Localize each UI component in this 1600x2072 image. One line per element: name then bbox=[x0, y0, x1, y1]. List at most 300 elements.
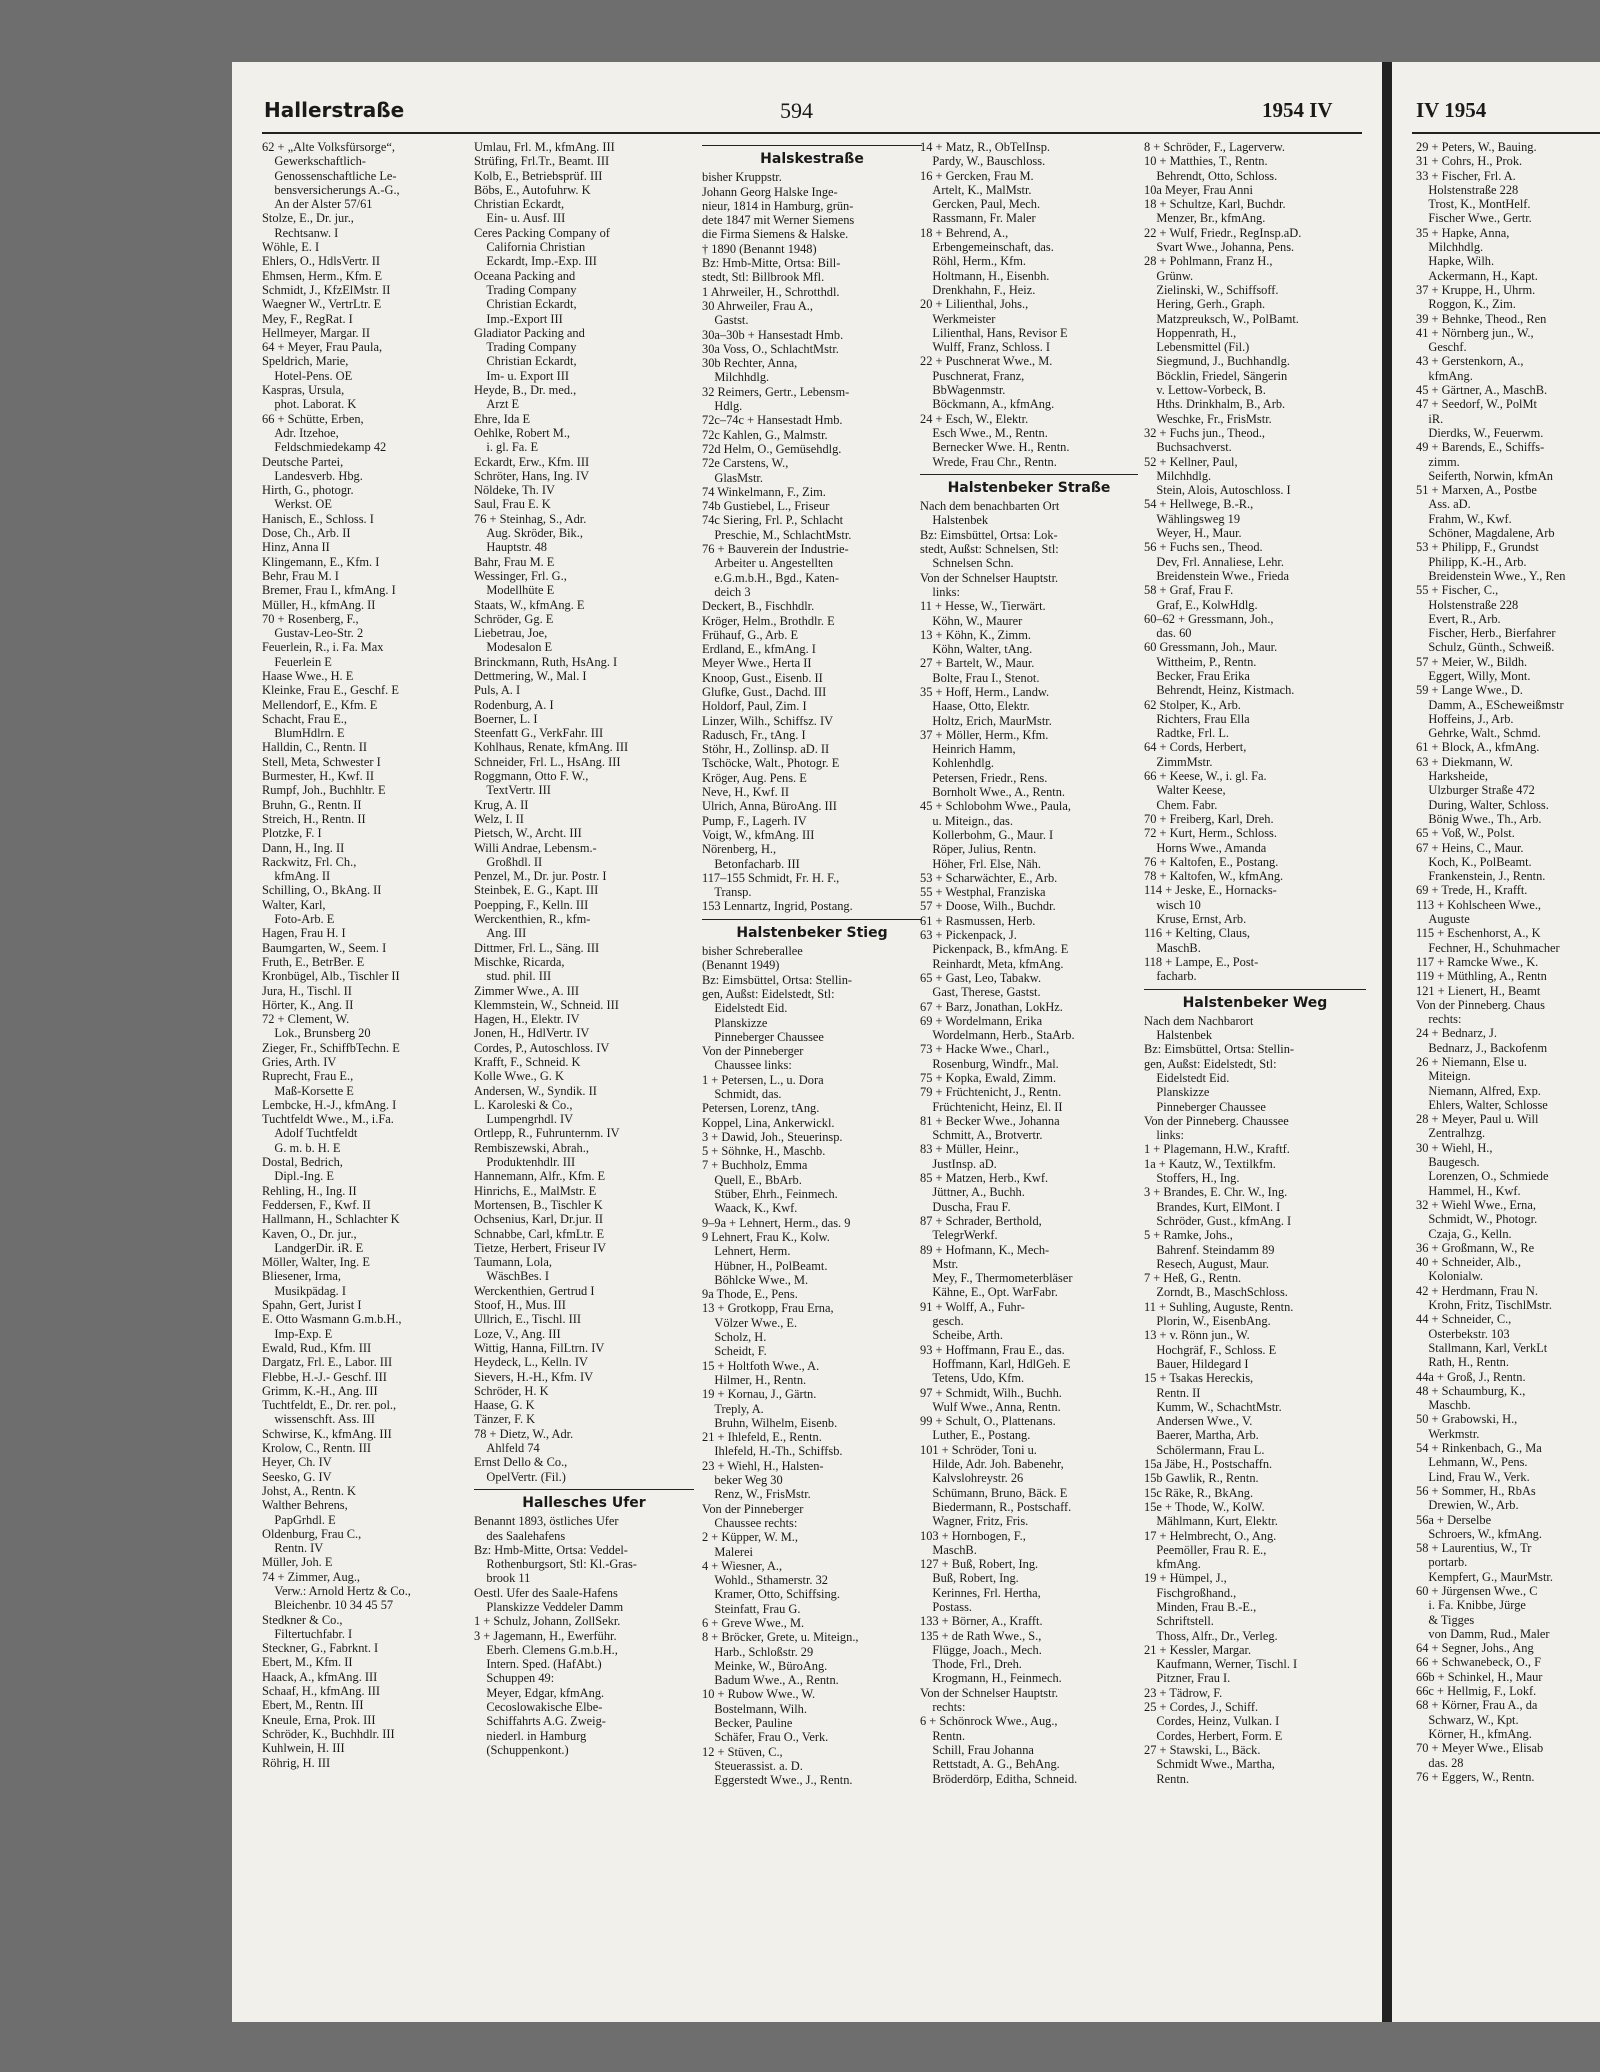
directory-entry: facharb. bbox=[1144, 969, 1197, 984]
directory-entry: Adolf Tuchtfeldt bbox=[262, 1126, 358, 1141]
directory-entry: GlasMstr. bbox=[702, 470, 763, 485]
directory-entry: gen, Außst: Eidelstedt, Stl: bbox=[1144, 1056, 1277, 1071]
directory-entry: Ehre, Ida E bbox=[474, 411, 531, 426]
directory-entry: Baerer, Martha, Arb. bbox=[1144, 1428, 1259, 1443]
directory-entry: Scheidt, F. bbox=[702, 1344, 767, 1359]
directory-entry: Ahlfeld 74 bbox=[474, 1441, 540, 1456]
directory-entry: 14 + Matz, R., ObTelInsp. bbox=[920, 140, 1051, 154]
directory-entry: 16 + Gercken, Frau M. bbox=[920, 168, 1034, 183]
directory-entry: 78 + Kaltofen, W., kfmAng. bbox=[1144, 869, 1284, 884]
street-heading: Hallesches Ufer bbox=[522, 1494, 646, 1511]
directory-entry: Peemöller, Frau R. E., bbox=[1144, 1542, 1267, 1557]
directory-entry: kfmAng. bbox=[1416, 368, 1473, 383]
directory-entry: dete 1847 mit Werner Siemens bbox=[702, 213, 855, 228]
directory-entry: Hapke, Wilh. bbox=[1416, 254, 1495, 269]
directory-entry: Hagen, Frau H. I bbox=[262, 926, 346, 941]
directory-entry: Esch Wwe., M., Rentn. bbox=[920, 425, 1048, 440]
directory-entry: Kaspras, Ursula, bbox=[262, 383, 345, 398]
directory-entry: Ruprecht, Frau E., bbox=[262, 1069, 354, 1084]
directory-entry: Feuerlein, R., i. Fa. Max bbox=[262, 640, 384, 655]
directory-entry: Umlau, Frl. M., kfmAng. III bbox=[474, 140, 615, 154]
directory-entry: Krug, A. II bbox=[474, 797, 529, 812]
directory-entry: Drenkhahn, F., Heiz. bbox=[920, 282, 1036, 297]
directory-entry: Radusch, Fr., tAng. I bbox=[702, 727, 806, 742]
directory-entry: 116 + Kelting, Claus, bbox=[1144, 926, 1250, 941]
directory-entry: Bz: Eimsbüttel, Ortsa: Stellin- bbox=[702, 972, 853, 987]
directory-entry: Kleinke, Frau E., Geschf. E bbox=[262, 683, 399, 698]
directory-entry: Oestl. Ufer des Saale-Hafens bbox=[474, 1585, 618, 1600]
directory-entry: Bz: Eimsbüttel, Ortsa: Lok- bbox=[920, 527, 1058, 542]
directory-entry: Arzt E bbox=[474, 397, 520, 412]
directory-entry: Lilienthal, Hans, Revisor E bbox=[920, 325, 1068, 340]
directory-entry: 115 + Eschenhorst, A., K bbox=[1416, 926, 1541, 941]
directory-entry: 35 + Hoff, Herm., Landw. bbox=[920, 684, 1050, 699]
directory-entry: Voigt, W., kfmAng. III bbox=[702, 827, 815, 842]
directory-entry: Kähne, E., Opt. WarFabr. bbox=[920, 1285, 1058, 1300]
directory-entry: Bernecker Wwe. H., Rentn. bbox=[920, 440, 1070, 455]
directory-entry: 47 + Seedorf, W., PolMt bbox=[1416, 397, 1537, 412]
directory-entry: Kolb, E., Betriebsprüf. III bbox=[474, 168, 603, 183]
directory-entry: Staats, W., kfmAng. E bbox=[474, 597, 585, 612]
directory-entry: i. Fa. Knibbe, Jürge bbox=[1416, 1598, 1526, 1613]
directory-entry: Walter Keese, bbox=[1144, 783, 1226, 798]
directory-entry: Böcklin, Friedel, Sängerin bbox=[1144, 368, 1288, 383]
directory-entry: Früchtenicht, Heinz, El. II bbox=[920, 1099, 1063, 1114]
directory-entry: Seesko, G. IV bbox=[262, 1469, 332, 1484]
directory-entry: Flügge, Joach., Mech. bbox=[920, 1642, 1042, 1657]
directory-entry: Mählmann, Kurt, Elektr. bbox=[1144, 1514, 1278, 1529]
directory-entry: Scheibe, Arth. bbox=[920, 1328, 1003, 1343]
directory-entry: Chem. Fabr. bbox=[1144, 797, 1218, 812]
directory-entry: Schaaf, H., kfmAng. III bbox=[262, 1684, 381, 1699]
directory-entry: Maschb. bbox=[1416, 1398, 1471, 1413]
directory-entry: Horns Wwe., Amanda bbox=[1144, 840, 1267, 855]
directory-entry: Wittheim, P., Rentn. bbox=[1144, 654, 1257, 669]
directory-entry: Pinneberger Chaussee bbox=[1144, 1099, 1266, 1114]
directory-entry: Holdorf, Paul, Zim. I bbox=[702, 699, 807, 714]
directory-entry: Lorenzen, O., Schmiede bbox=[1416, 1169, 1549, 1184]
directory-entry: Buchsachverst. bbox=[1144, 440, 1232, 455]
directory-entry: 4 + Wiesner, A., bbox=[702, 1558, 783, 1573]
directory-entry: 74 + Zimmer, Aug., bbox=[262, 1569, 361, 1584]
directory-entry: Becker, Frau Erika bbox=[1144, 668, 1250, 683]
directory-entry: von Damm, Rud., Maler bbox=[1416, 1626, 1550, 1641]
directory-entry: Krafft, F., Schneid. K bbox=[474, 1055, 581, 1069]
directory-entry: Holtmann, H., Eisenbh. bbox=[920, 268, 1050, 283]
directory-entry: Krogmann, H., Feinmech. bbox=[920, 1671, 1062, 1686]
directory-entry: 59 + Lange Wwe., D. bbox=[1416, 683, 1523, 698]
directory-entry: Werckenthien, Gertrud I bbox=[474, 1283, 595, 1298]
directory-entry: 28 + Pohlmann, Franz H., bbox=[1144, 254, 1273, 269]
directory-entry: 24 + Esch, W., Elektr. bbox=[920, 411, 1029, 426]
directory-entry: Planskizze bbox=[702, 1015, 768, 1030]
directory-entry: Wählingsweg 19 bbox=[1144, 511, 1241, 526]
directory-entry: 54 + Hellwege, B.-R., bbox=[1144, 497, 1254, 512]
directory-entry: Rehling, H., Ing. II bbox=[262, 1183, 357, 1198]
directory-entry: 23 + Wiehl, H., Halsten- bbox=[702, 1458, 824, 1473]
directory-entry: Pardy, W., Bauschloss. bbox=[920, 154, 1046, 169]
directory-entry: Waack, K., Kwf. bbox=[702, 1201, 798, 1216]
directory-entry: Miteign. bbox=[1416, 1069, 1471, 1084]
directory-entry: 65 + Gast, Leo, Tabakw. bbox=[920, 970, 1042, 985]
directory-entry: Grimm, K.-H., Ang. III bbox=[262, 1383, 378, 1398]
directory-entry: Roggon, K., Zim. bbox=[1416, 297, 1516, 312]
directory-entry: 43 + Gerstenkorn, A., bbox=[1416, 354, 1524, 369]
directory-entry: Trading Company bbox=[474, 340, 577, 355]
directory-entry: das. 60 bbox=[1144, 626, 1192, 641]
directory-entry: Gehrke, Walt., Schmd. bbox=[1416, 726, 1541, 741]
directory-entry: Rosenburg, Windfr., Mal. bbox=[920, 1056, 1059, 1071]
directory-entry: Von der Pinneberger bbox=[702, 1044, 804, 1059]
directory-entry: Eidelstedt Eid. bbox=[1144, 1071, 1230, 1085]
directory-entry: Deutsche Partei, bbox=[262, 454, 344, 469]
directory-entry: Duscha, Frau F. bbox=[920, 1199, 1011, 1214]
directory-entry: Kröger, Helm., Brothdlr. E bbox=[702, 613, 835, 628]
directory-entry: Christian Eckardt, bbox=[474, 197, 565, 212]
directory-entry: Feldschmiedekamp 42 bbox=[262, 440, 387, 455]
directory-entry: LandgerDir. iR. E bbox=[262, 1240, 364, 1255]
column-1 bbox=[262, 140, 462, 1770]
directory-entry: 15 + Holtfoth Wwe., A. bbox=[702, 1358, 820, 1373]
directory-entry: Tänzer, F. K bbox=[474, 1412, 536, 1427]
directory-entry: 19 + Kornau, J., Gärtn. bbox=[702, 1387, 817, 1402]
directory-entry: Bornholt Wwe., A., Rentn. bbox=[920, 785, 1066, 800]
directory-entry: 32 Reimers, Gertr., Lebensm- bbox=[702, 384, 850, 399]
directory-entry: Schulz, Günth., Schweiß. bbox=[1416, 640, 1555, 655]
directory-entry: 113 + Kohlscheen Wwe., bbox=[1416, 897, 1542, 912]
directory-entry: Weyer, H., Maur. bbox=[1144, 526, 1242, 541]
directory-entry: Ang. III bbox=[474, 926, 527, 941]
directory-entry: Stoffers, H., Ing. bbox=[1144, 1171, 1240, 1186]
directory-entry: Ochsenius, Karl, Dr.jur. II bbox=[474, 1212, 604, 1227]
directory-entry: Werkmstr. bbox=[1416, 1426, 1480, 1441]
directory-entry: Gastst. bbox=[702, 313, 749, 328]
directory-entry: Gladiator Packing and bbox=[474, 325, 585, 340]
directory-entry: 5 + Ramke, Johs., bbox=[1144, 1228, 1233, 1243]
directory-entry: Svart Wwe., Johanna, Pens. bbox=[1144, 240, 1295, 255]
directory-entry: Schneider, Frl. L., HsAng. III bbox=[474, 754, 621, 769]
directory-entry: Ehmsen, Herm., Kfm. E bbox=[262, 268, 383, 283]
directory-entry: Heyde, B., Dr. med., bbox=[474, 383, 577, 398]
directory-entry: Dettmering, W., Mal. I bbox=[474, 668, 587, 683]
directory-entry: Nach dem Nachbarort bbox=[1144, 1013, 1254, 1028]
directory-entry: 1a + Kautz, W., Textilkfm. bbox=[1144, 1156, 1276, 1171]
directory-entry: Nöldeke, Th. IV bbox=[474, 483, 555, 498]
directory-entry: Schröder, Gg. E bbox=[474, 611, 554, 626]
directory-entry: Haack, A., kfmAng. III bbox=[262, 1669, 378, 1684]
directory-entry: 25 + Cordes, J., Schiff. bbox=[1144, 1700, 1259, 1715]
directory-entry: Tuchtfeldt Wwe., M., i.Fa. bbox=[262, 1112, 394, 1127]
directory-entry: JustInsp. aD. bbox=[920, 1156, 997, 1171]
directory-entry: Reinhardt, Meta, kfmAng. bbox=[920, 956, 1064, 971]
directory-entry: Zimmer Wwe., A. III bbox=[474, 983, 580, 998]
directory-entry: Völzer Wwe., E. bbox=[702, 1315, 798, 1330]
directory-entry: Stüber, Ehrh., Feinmech. bbox=[702, 1187, 838, 1202]
directory-entry: 66c + Hellmig, F., Lokf. bbox=[1416, 1684, 1537, 1699]
directory-entry: Jüttner, A., Buchh. bbox=[920, 1185, 1025, 1200]
directory-entry: Ebert, M., Kfm. II bbox=[262, 1655, 353, 1670]
directory-entry: 81 + Becker Wwe., Johanna bbox=[920, 1113, 1060, 1128]
directory-entry: MaschB. bbox=[1144, 940, 1201, 955]
directory-entry: 50 + Grabowski, H., bbox=[1416, 1412, 1518, 1427]
directory-entry: Stein, Alois, Autoschloss. I bbox=[1144, 483, 1291, 498]
directory-entry: Frühauf, G., Arb. E bbox=[702, 627, 799, 642]
directory-entry: Luther, E., Postang. bbox=[920, 1428, 1031, 1443]
directory-entry: BlumHdlrn. E bbox=[262, 726, 345, 741]
directory-entry: 3 + Jagemann, H., Ewerführ. bbox=[474, 1628, 617, 1643]
directory-entry: Halstenbek bbox=[920, 513, 989, 528]
directory-entry: Körner, H., kfmAng. bbox=[1416, 1726, 1532, 1741]
directory-entry: Ortlepp, R., Fuhrunternm. IV bbox=[474, 1126, 620, 1141]
directory-entry: Steinbek, E. G., Kapt. III bbox=[474, 883, 599, 898]
directory-entry: 62 Stolper, K., Arb. bbox=[1144, 697, 1241, 712]
directory-entry: Rentn. bbox=[920, 1728, 966, 1743]
directory-entry: Bröderdörp, Editha, Schneid. bbox=[920, 1771, 1078, 1786]
directory-entry: 15 + Tsakas Hereckis, bbox=[1144, 1371, 1254, 1386]
directory-entry: 39 + Behnke, Theod., Ren bbox=[1416, 311, 1547, 326]
directory-entry: Oldenburg, Frau C., bbox=[262, 1526, 362, 1541]
directory-entry: Bednarz, J., Backofenm bbox=[1416, 1040, 1548, 1055]
directory-entry: 7 + Buchholz, Emma bbox=[702, 1158, 808, 1173]
directory-entry: Grünw. bbox=[1144, 268, 1194, 283]
directory-entry: Chaussee rechts: bbox=[702, 1515, 798, 1530]
right-header-rule bbox=[1412, 132, 1600, 134]
directory-entry: 56a + Derselbe bbox=[1416, 1512, 1492, 1527]
directory-entry: Kohlhaus, Renate, kfmAng. III bbox=[474, 740, 629, 755]
directory-entry: 12 + Stüven, C., bbox=[702, 1744, 783, 1759]
directory-entry: Lebensmittel (Fil.) bbox=[1144, 340, 1250, 355]
directory-entry: Minden, Frau B.-E., bbox=[1144, 1599, 1257, 1614]
directory-entry: 5 + Söhnke, H., Maschb. bbox=[702, 1144, 826, 1159]
directory-entry: Zieger, Fr., SchiffbTechn. E bbox=[262, 1040, 400, 1055]
directory-entry: 22 + Wulf, Friedr., RegInsp.aD. bbox=[1144, 225, 1302, 240]
directory-entry: 93 + Hoffmann, Frau E., das. bbox=[920, 1342, 1065, 1357]
directory-entry: 20 + Lilienthal, Johs., bbox=[920, 297, 1029, 312]
directory-entry: 30a–30b + Hansestadt Hmb. bbox=[702, 327, 844, 342]
directory-entry: PapGrhdl. E bbox=[262, 1512, 336, 1527]
directory-entry: 37 + Kruppe, H., Uhrm. bbox=[1416, 282, 1536, 297]
directory-entry: Heydeck, L., Kelln. IV bbox=[474, 1355, 588, 1370]
directory-entry: Penzel, M., Dr. jur. Postr. I bbox=[474, 869, 607, 884]
directory-entry: Schmidt, J., KfzElMstr. II bbox=[262, 282, 391, 297]
directory-entry: Modesalon E bbox=[474, 640, 553, 655]
directory-entry: Petersen, Lorenz, tAng. bbox=[702, 1101, 820, 1116]
directory-entry: Becker, Pauline bbox=[702, 1716, 793, 1731]
directory-entry: Walther Behrens, bbox=[262, 1498, 348, 1513]
directory-entry: Klemmstein, W., Schneid. III bbox=[474, 997, 619, 1012]
directory-entry: 13 + v. Rönn jun., W. bbox=[1144, 1328, 1250, 1343]
directory-entry: Eidelstedt Eid. bbox=[702, 1001, 788, 1016]
directory-entry: 15e + Thode, W., KolW. bbox=[1144, 1499, 1265, 1514]
directory-entry: Heinrich Hamm, bbox=[920, 742, 1016, 757]
directory-entry: 36 + Großmann, W., Re bbox=[1416, 1240, 1535, 1255]
directory-entry: Rodenburg, A. I bbox=[474, 697, 554, 712]
directory-entry: Cecoslowakische Elbe- bbox=[474, 1700, 603, 1715]
directory-entry: Klingemann, E., Kfm. I bbox=[262, 554, 380, 569]
directory-entry: gesch. bbox=[920, 1314, 964, 1329]
directory-entry: 30 Ahrweiler, Frau A., bbox=[702, 298, 814, 313]
directory-entry: 9a Thode, E., Pens. bbox=[702, 1287, 798, 1302]
directory-entry: Schroers, W., kfmAng. bbox=[1416, 1526, 1542, 1541]
directory-entry: Rentn. bbox=[1144, 1771, 1190, 1786]
directory-entry: 83 + Müller, Heinr., bbox=[920, 1142, 1019, 1157]
directory-entry: Ihlefeld, H.-Th., Schiffsb. bbox=[702, 1444, 843, 1459]
directory-entry: Johann Georg Halske Inge- bbox=[702, 184, 838, 199]
directory-entry: 117 + Ramcke Wwe., K. bbox=[1416, 954, 1539, 969]
directory-entry: Hotel-Pens. OE bbox=[262, 368, 353, 383]
directory-entry: Loze, V., Ang. III bbox=[474, 1326, 561, 1341]
directory-entry: 9 Lehnert, Frau K., Kolw. bbox=[702, 1229, 830, 1244]
directory-entry: Graf, E., KolwHdlg. bbox=[1144, 597, 1258, 612]
directory-entry: Buß, Robert, Ing. bbox=[920, 1571, 1019, 1586]
directory-entry: Schacht, Frau E., bbox=[262, 711, 347, 726]
directory-entry: WäschBes. I bbox=[474, 1269, 550, 1284]
directory-entry: (Schuppenkont.) bbox=[474, 1742, 569, 1757]
directory-entry: Schnabbe, Carl, kfmLtr. E bbox=[474, 1226, 605, 1241]
directory-entry: TextVertr. III bbox=[474, 783, 551, 798]
directory-entry: Dostal, Bedrich, bbox=[262, 1155, 343, 1170]
directory-entry: Benannt 1893, östliches Ufer bbox=[474, 1514, 619, 1529]
directory-entry: Ehlers, O., HdlsVertr. II bbox=[262, 254, 381, 269]
directory-entry: Dev, Frl. Annaliese, Lehr. bbox=[1144, 554, 1284, 569]
directory-entry: Christian Eckardt, bbox=[474, 354, 577, 369]
directory-entry: 28 + Meyer, Paul u. Will bbox=[1416, 1112, 1539, 1127]
directory-entry: Puschnerat, Franz, bbox=[920, 368, 1025, 383]
directory-entry: 42 + Herdmann, Frau N. bbox=[1416, 1283, 1538, 1298]
directory-entry: Jura, H., Tischl. II bbox=[262, 983, 352, 998]
directory-entry: 30b Rechter, Anna, bbox=[702, 356, 798, 371]
directory-entry: Stallmann, Karl, VerkLt bbox=[1416, 1340, 1548, 1355]
directory-entry: Kohlenhdlg. bbox=[920, 756, 994, 771]
directory-entry: Von der Pinneberg. Chaus bbox=[1416, 997, 1545, 1012]
directory-entry: Pickenpack, B., kfmAng. E bbox=[920, 942, 1069, 957]
directory-entry: 26 + Niemann, Else u. bbox=[1416, 1055, 1527, 1069]
directory-entry: 1 Ahrweiler, H., Schrotthdl. bbox=[702, 284, 840, 299]
directory-entry: Koppel, Lina, Ankerwickl. bbox=[702, 1115, 835, 1130]
directory-entry: 76 + Steinhag, S., Adr. bbox=[474, 511, 587, 526]
directory-entry: Fischgroßhand., bbox=[1144, 1585, 1237, 1600]
directory-entry: Hirth, G., photogr. bbox=[262, 483, 354, 498]
directory-entry: 1 + Petersen, L., u. Dora bbox=[702, 1072, 824, 1087]
volume-year: 1954 IV bbox=[1262, 98, 1333, 122]
directory-entry: Brinckmann, Ruth, HsAng. I bbox=[474, 654, 618, 669]
directory-entry: Fruth, E., BetrBer. E bbox=[262, 954, 365, 969]
directory-entry: 49 + Barends, E., Schiffs- bbox=[1416, 440, 1545, 455]
directory-entry: 114 + Jeske, E., Hornacks- bbox=[1144, 883, 1277, 898]
directory-entry: Frahm, W., Kwf. bbox=[1416, 511, 1512, 526]
directory-entry: 15c Räke, R., BkAng. bbox=[1144, 1485, 1254, 1500]
directory-entry: 15b Gawlik, R., Rentn. bbox=[1144, 1471, 1259, 1486]
street-heading: Halskestraße bbox=[760, 151, 864, 167]
directory-entry: 54 + Rinkenbach, G., Ma bbox=[1416, 1441, 1542, 1456]
directory-entry: Schilling, O., BkAng. II bbox=[262, 883, 382, 898]
directory-entry: 118 + Lampe, E., Post- bbox=[1144, 954, 1259, 969]
directory-entry: Halldin, C., Rentn. II bbox=[262, 740, 367, 755]
directory-entry: Biedermann, R., Postschaff. bbox=[920, 1499, 1072, 1514]
directory-entry: Strüfing, Frl.Tr., Beamt. III bbox=[474, 154, 610, 169]
column-3 bbox=[702, 140, 922, 1788]
directory-entry: Zentralhzg. bbox=[1416, 1126, 1486, 1141]
directory-entry: Andersen Wwe., V. bbox=[1144, 1414, 1253, 1429]
directory-entry: Imp-Exp. E bbox=[262, 1326, 333, 1341]
directory-entry: Evert, R., Arb. bbox=[1416, 611, 1501, 626]
directory-entry: Schöner, Magdalene, Arb bbox=[1416, 526, 1555, 541]
directory-entry: E. Otto Wasmann G.m.b.H., bbox=[262, 1312, 402, 1327]
directory-entry: Matzpreuksch, W., PolBamt. bbox=[1144, 311, 1299, 326]
directory-entry: 31 + Cohrs, H., Prok. bbox=[1416, 154, 1523, 169]
directory-entry: 69 + Trede, H., Krafft. bbox=[1416, 883, 1528, 898]
directory-entry: 11 + Hesse, W., Tierwärt. bbox=[920, 599, 1046, 614]
directory-entry: Neve, H., Kwf. II bbox=[702, 785, 790, 800]
directory-entry: Maß-Korsette E bbox=[262, 1083, 354, 1098]
directory-entry: 68 + Körner, Frau A., da bbox=[1416, 1698, 1538, 1713]
directory-entry: stedt, Außst: Schnelsen, Stl: bbox=[920, 542, 1059, 557]
directory-entry: Möller, Walter, Ing. E bbox=[262, 1255, 370, 1270]
directory-entry: Schmidt, das. bbox=[702, 1087, 782, 1101]
directory-entry: 135 + de Rath Wwe., S., bbox=[920, 1628, 1042, 1643]
column-5 bbox=[1144, 140, 1366, 1786]
directory-entry: 7 + Heß, G., Rentn. bbox=[1144, 1271, 1242, 1286]
directory-entry: portarb. bbox=[1416, 1555, 1468, 1570]
directory-entry: Pinneberger Chaussee bbox=[702, 1029, 824, 1044]
directory-entry: Von der Pinneberg. Chaussee bbox=[1144, 1113, 1289, 1128]
street-heading: Halstenbeker Stieg bbox=[736, 924, 888, 941]
directory-entry: 18 + Behrend, A., bbox=[920, 225, 1009, 240]
directory-entry: Siegmund, J., Buchhandlg. bbox=[1144, 354, 1290, 369]
right-volume-year: IV 1954 bbox=[1416, 98, 1487, 122]
directory-entry: Hallmann, H., Schlachter K bbox=[262, 1212, 400, 1227]
directory-entry: 18 + Schultze, Karl, Buchdr. bbox=[1144, 197, 1286, 212]
directory-entry: Werkmeister bbox=[920, 311, 996, 326]
directory-entry: Welz, I. II bbox=[474, 811, 524, 826]
directory-entry: Malerei bbox=[702, 1544, 753, 1559]
directory-entry: Eberh. Clemens G.m.b.H., bbox=[474, 1642, 618, 1657]
directory-entry: 70 + Meyer Wwe., Elisab bbox=[1416, 1741, 1544, 1756]
directory-entry: Bremer, Frau I., kfmAng. I bbox=[262, 583, 396, 598]
directory-entry: Jonen, H., HdlVertr. IV bbox=[474, 1026, 590, 1041]
directory-entry: links: bbox=[1144, 1128, 1184, 1143]
directory-entry: 74b Gustiebel, L., Friseur bbox=[702, 499, 830, 514]
directory-entry: G. m. b. H. E bbox=[262, 1140, 341, 1155]
directory-entry: niederl. in Hamburg bbox=[474, 1728, 587, 1743]
directory-entry: 1 + Plagemann, H.W., Kraftf. bbox=[1144, 1142, 1290, 1157]
directory-entry: Geschf. bbox=[1416, 340, 1467, 355]
directory-entry: Dierdks, W., Feuerwm. bbox=[1416, 425, 1544, 440]
directory-entry: 27 + Bartelt, W., Maur. bbox=[920, 656, 1035, 671]
directory-entry: 153 Lennartz, Ingrid, Postang. bbox=[702, 899, 853, 914]
directory-entry: 30 + Wiehl, H., bbox=[1416, 1140, 1493, 1155]
directory-entry: Schiffahrts A.G. Zweig- bbox=[474, 1714, 606, 1729]
directory-entry: 62 + „Alte Volksfürsorge“, bbox=[262, 140, 395, 154]
directory-entry: 65 + Voß, W., Polst. bbox=[1416, 826, 1515, 841]
directory-entry: 64 + Cords, Herbert, bbox=[1144, 740, 1247, 755]
column-4 bbox=[920, 140, 1138, 1786]
directory-entry: Mey, F., Thermometerbläser bbox=[920, 1271, 1073, 1286]
directory-entry: 103 + Hornbogen, F., bbox=[920, 1528, 1026, 1543]
directory-entry: Bz: Eimsbüttel, Ortsa: Stellin- bbox=[1144, 1042, 1295, 1057]
directory-entry: 27 + Stawski, L., Bäck. bbox=[1144, 1742, 1261, 1757]
directory-entry: Hanisch, E., Schloss. I bbox=[262, 511, 374, 526]
directory-entry: Trost, K., MontHelf. bbox=[1416, 197, 1531, 212]
directory-entry: Bleichenbr. 10 34 45 57 bbox=[262, 1598, 394, 1613]
directory-entry: 64 + Segner, Johs., Ang bbox=[1416, 1641, 1534, 1656]
directory-entry: 66 + Schütte, Erben, bbox=[262, 411, 364, 426]
directory-entry: Cordes, Heinz, Vulkan. I bbox=[1144, 1714, 1280, 1729]
directory-entry: gen, Außst: Eidelstedt, Stl: bbox=[702, 986, 835, 1001]
directory-entry: Preschie, M., SchlachtMstr. bbox=[702, 527, 852, 542]
directory-entry: links: bbox=[920, 584, 960, 599]
directory-entry: 87 + Schrader, Berthold, bbox=[920, 1213, 1042, 1228]
